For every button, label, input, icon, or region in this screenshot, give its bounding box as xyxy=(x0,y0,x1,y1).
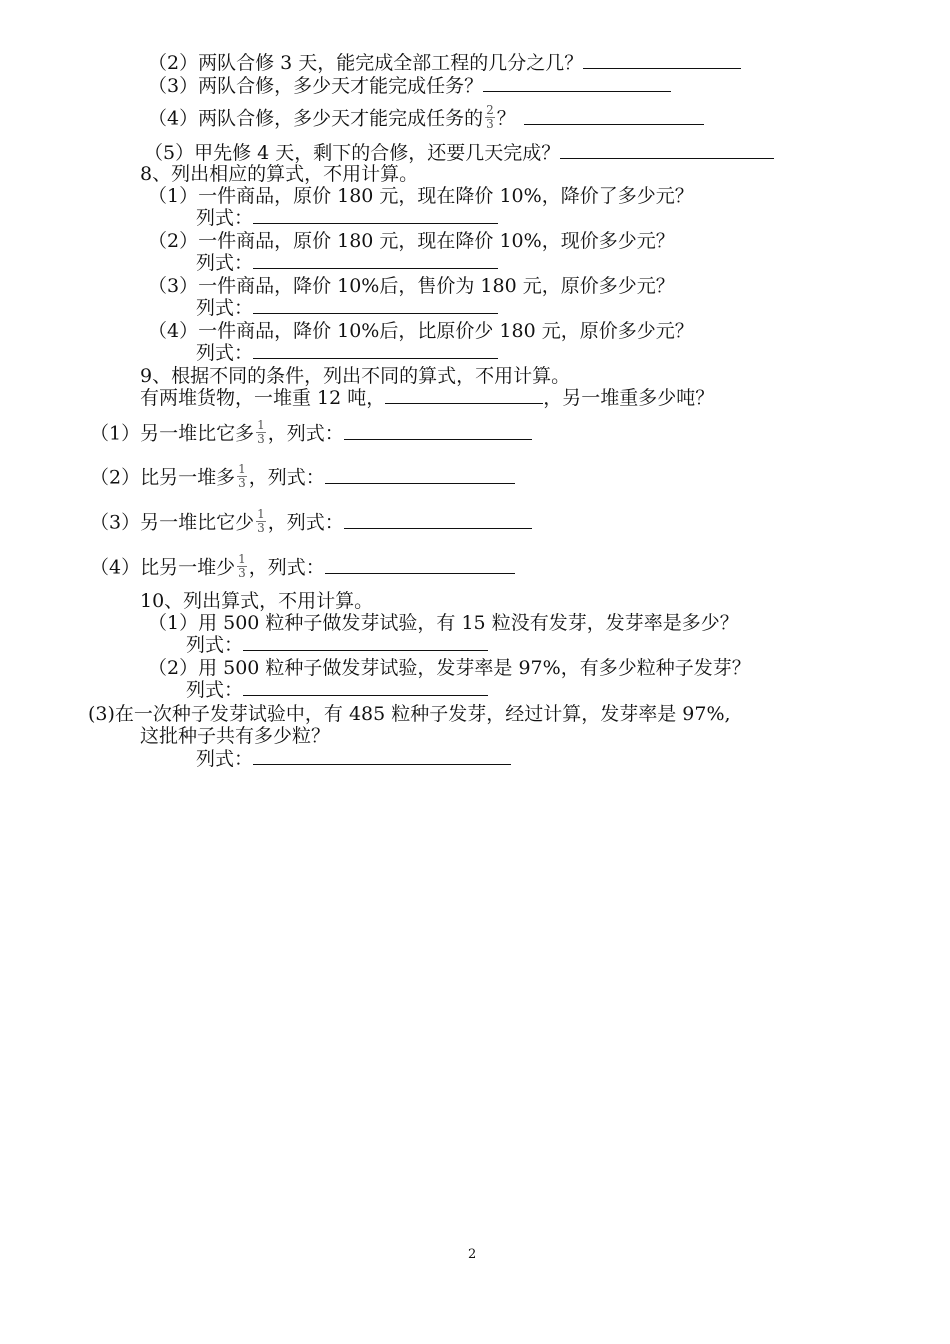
q9-condition-blank[interactable] xyxy=(385,387,543,404)
answer-blank[interactable] xyxy=(253,342,498,359)
q7-item-4-tail: ？ xyxy=(496,107,516,130)
fraction-denominator: 3 xyxy=(486,117,494,131)
answer-blank[interactable] xyxy=(253,748,511,765)
answer-blank[interactable] xyxy=(344,512,532,529)
q7-item-3 xyxy=(148,75,671,97)
answer-label: 列式： xyxy=(196,342,254,364)
q9-item-2-text: （2）比另一堆多 xyxy=(90,466,236,489)
fraction-denominator: 3 xyxy=(257,432,265,446)
fraction-numerator: 1 xyxy=(257,507,265,521)
q8-title: 8、列出相应的算式，不用计算。 xyxy=(140,163,419,185)
fraction-numerator: 1 xyxy=(257,418,265,432)
answer-label: ，列式： xyxy=(267,511,344,534)
q7-item-3-answer-blank[interactable] xyxy=(483,75,671,92)
fraction-numerator: 2 xyxy=(486,103,494,117)
answer-label: 列式： xyxy=(196,748,254,770)
q7-item-4 xyxy=(148,103,704,133)
q10-item-1: （1）用 500 粒种子做发芽试验，有 15 粒没有发芽，发芽率是多少？ xyxy=(148,612,739,634)
answer-blank[interactable] xyxy=(253,297,498,314)
q10-title: 10、列出算式，不用计算。 xyxy=(140,590,374,612)
fraction xyxy=(237,553,247,580)
answer-label: 列式： xyxy=(196,297,254,319)
answer-blank[interactable] xyxy=(243,634,488,651)
answer-label: 列式： xyxy=(196,207,254,229)
q7-item-4-text: （4）两队合修，多少天才能完成任务的 xyxy=(148,107,484,130)
q8-item-1-answer xyxy=(196,207,498,229)
q9-stem-end: ，另一堆重多少吨？ xyxy=(543,387,715,409)
answer-label: 列式： xyxy=(196,252,254,274)
q8-item-1: （1）一件商品，原价 180 元，现在降价 10%，降价了多少元？ xyxy=(148,185,694,207)
q10-item-1-answer xyxy=(186,634,488,656)
q7-item-2 xyxy=(148,52,741,74)
answer-blank[interactable] xyxy=(253,252,498,269)
q9-stem xyxy=(140,387,714,409)
answer-blank[interactable] xyxy=(325,557,515,574)
q10-item-3: (3)在一次种子发芽试验中，有 485 粒种子发芽，经过计算，发芽率是 97%, xyxy=(88,703,731,725)
q9-item-4-text: （4）比另一堆少 xyxy=(90,556,236,579)
q8-item-2: （2）一件商品，原价 180 元，现在降价 10%，现价多少元？ xyxy=(148,230,675,252)
fraction-denominator: 3 xyxy=(257,521,265,535)
q7-item-2-text: （2）两队合修 3 天，能完成全部工程的几分之几？ xyxy=(148,52,584,74)
page-number: 2 xyxy=(468,1247,477,1262)
q10-item-2-answer xyxy=(186,679,488,701)
answer-label: ，列式： xyxy=(248,556,325,579)
answer-blank[interactable] xyxy=(243,679,488,696)
fraction xyxy=(485,104,495,131)
q8-item-2-answer xyxy=(196,252,498,274)
answer-label: ，列式： xyxy=(248,466,325,489)
fraction-numerator: 1 xyxy=(238,462,246,476)
q7-item-2-answer-blank[interactable] xyxy=(583,52,741,69)
answer-blank[interactable] xyxy=(253,207,498,224)
q8-item-4: （4）一件商品，降价 10%后，比原价少 180 元，原价多少元？ xyxy=(148,320,694,342)
q9-item-3-text: （3）另一堆比它少 xyxy=(90,511,255,534)
answer-label: 列式： xyxy=(186,679,244,701)
q9-item-4 xyxy=(90,552,515,582)
q9-item-1-text: （1）另一堆比它多 xyxy=(90,422,255,445)
fraction-denominator: 3 xyxy=(238,566,246,580)
fraction xyxy=(256,419,266,446)
q9-item-1 xyxy=(90,418,532,448)
fraction xyxy=(256,508,266,535)
q8-item-4-answer xyxy=(196,342,498,364)
answer-label: ，列式： xyxy=(267,422,344,445)
q8-item-3: （3）一件商品，降价 10%后，售价为 180 元，原价多少元？ xyxy=(148,275,675,297)
q10-item-3-answer xyxy=(196,748,511,770)
q7-item-5-answer-blank[interactable] xyxy=(560,142,774,159)
q7-item-3-text: （3）两队合修，多少天才能完成任务？ xyxy=(148,75,484,97)
fraction-numerator: 1 xyxy=(238,552,246,566)
q10-item-3-line2: 这批种子共有多少粒？ xyxy=(140,725,331,747)
fraction-denominator: 3 xyxy=(238,476,246,490)
q9-item-2 xyxy=(90,462,515,492)
q7-item-5-text: （5）甲先修 4 天，剩下的合修，还要几天完成？ xyxy=(144,142,561,164)
q7-item-4-answer-blank[interactable] xyxy=(524,108,704,125)
q9-title: 9、根据不同的条件，列出不同的算式，不用计算。 xyxy=(140,365,571,387)
q9-stem-start: 有两堆货物，一堆重 12 吨， xyxy=(140,387,386,409)
q9-item-3 xyxy=(90,507,532,537)
fraction xyxy=(237,463,247,490)
q10-item-2: （2）用 500 粒种子做发芽试验，发芽率是 97%，有多少粒种子发芽？ xyxy=(148,657,751,679)
answer-label: 列式： xyxy=(186,634,244,656)
answer-blank[interactable] xyxy=(325,467,515,484)
answer-blank[interactable] xyxy=(344,423,532,440)
q8-item-3-answer xyxy=(196,297,498,319)
q7-item-5 xyxy=(144,142,774,164)
